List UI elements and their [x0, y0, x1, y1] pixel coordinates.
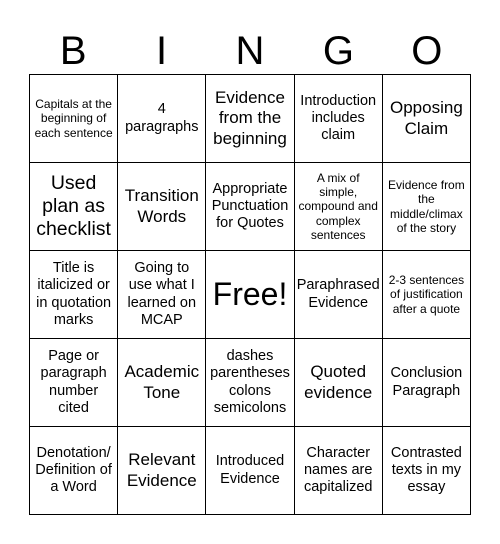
header-letter-g: G	[322, 28, 354, 73]
header-letter-i: I	[156, 28, 168, 73]
bingo-cell[interactable]: Paraphrased Evidence	[295, 251, 383, 339]
bingo-cell[interactable]: Page or paragraph number cited	[30, 339, 118, 427]
bingo-cell[interactable]: Academic Tone	[118, 339, 206, 427]
bingo-cell[interactable]: Relevant Evidence	[118, 427, 206, 515]
bingo-board	[29, 74, 471, 515]
header-letter-b: B	[59, 28, 87, 73]
bingo-cell[interactable]: dashes parentheses colons semicolons	[206, 339, 294, 427]
bingo-cell[interactable]: A mix of simple, compound and complex sentences	[295, 163, 383, 251]
bingo-cell[interactable]: Used plan as checklist	[30, 163, 118, 251]
bingo-cell[interactable]: Capitals at the beginning of each sentence	[30, 75, 118, 163]
bingo-cell[interactable]: Appropriate Punctuation for Quotes	[206, 163, 294, 251]
bingo-cell[interactable]: Conclusion Paragraph	[383, 339, 471, 427]
bingo-cell[interactable]: Evidence from the beginning	[206, 75, 294, 163]
bingo-cell[interactable]: Denotation/ Definition of a Word	[30, 427, 118, 515]
bingo-cell[interactable]: Contrasted texts in my essay	[383, 427, 471, 515]
bingo-cell[interactable]: Character names are capitalized	[295, 427, 383, 515]
bingo-cell[interactable]: Title is italicized or in quotation marks	[30, 251, 118, 339]
bingo-cell[interactable]: 4 paragraphs	[118, 75, 206, 163]
bingo-cell[interactable]: Evidence from the middle/climax of the story	[383, 163, 471, 251]
bingo-cell[interactable]: Going to use what I learned on MCAP	[118, 251, 206, 339]
bingo-cell[interactable]: Introduction includes claim	[295, 75, 383, 163]
bingo-cell[interactable]: Transition Words	[118, 163, 206, 251]
bingo-cell[interactable]: 2-3 sentences of justification after a quote	[383, 251, 471, 339]
bingo-cell[interactable]: Introduced Evidence	[206, 427, 294, 515]
bingo-header	[29, 28, 471, 74]
header-letter-o: O	[411, 28, 443, 73]
bingo-cell[interactable]: Opposing Claim	[383, 75, 471, 163]
header-letter-n: N	[235, 28, 265, 73]
bingo-cell[interactable]: Quoted evidence	[295, 339, 383, 427]
free-space-cell[interactable]: Free!	[206, 251, 294, 339]
